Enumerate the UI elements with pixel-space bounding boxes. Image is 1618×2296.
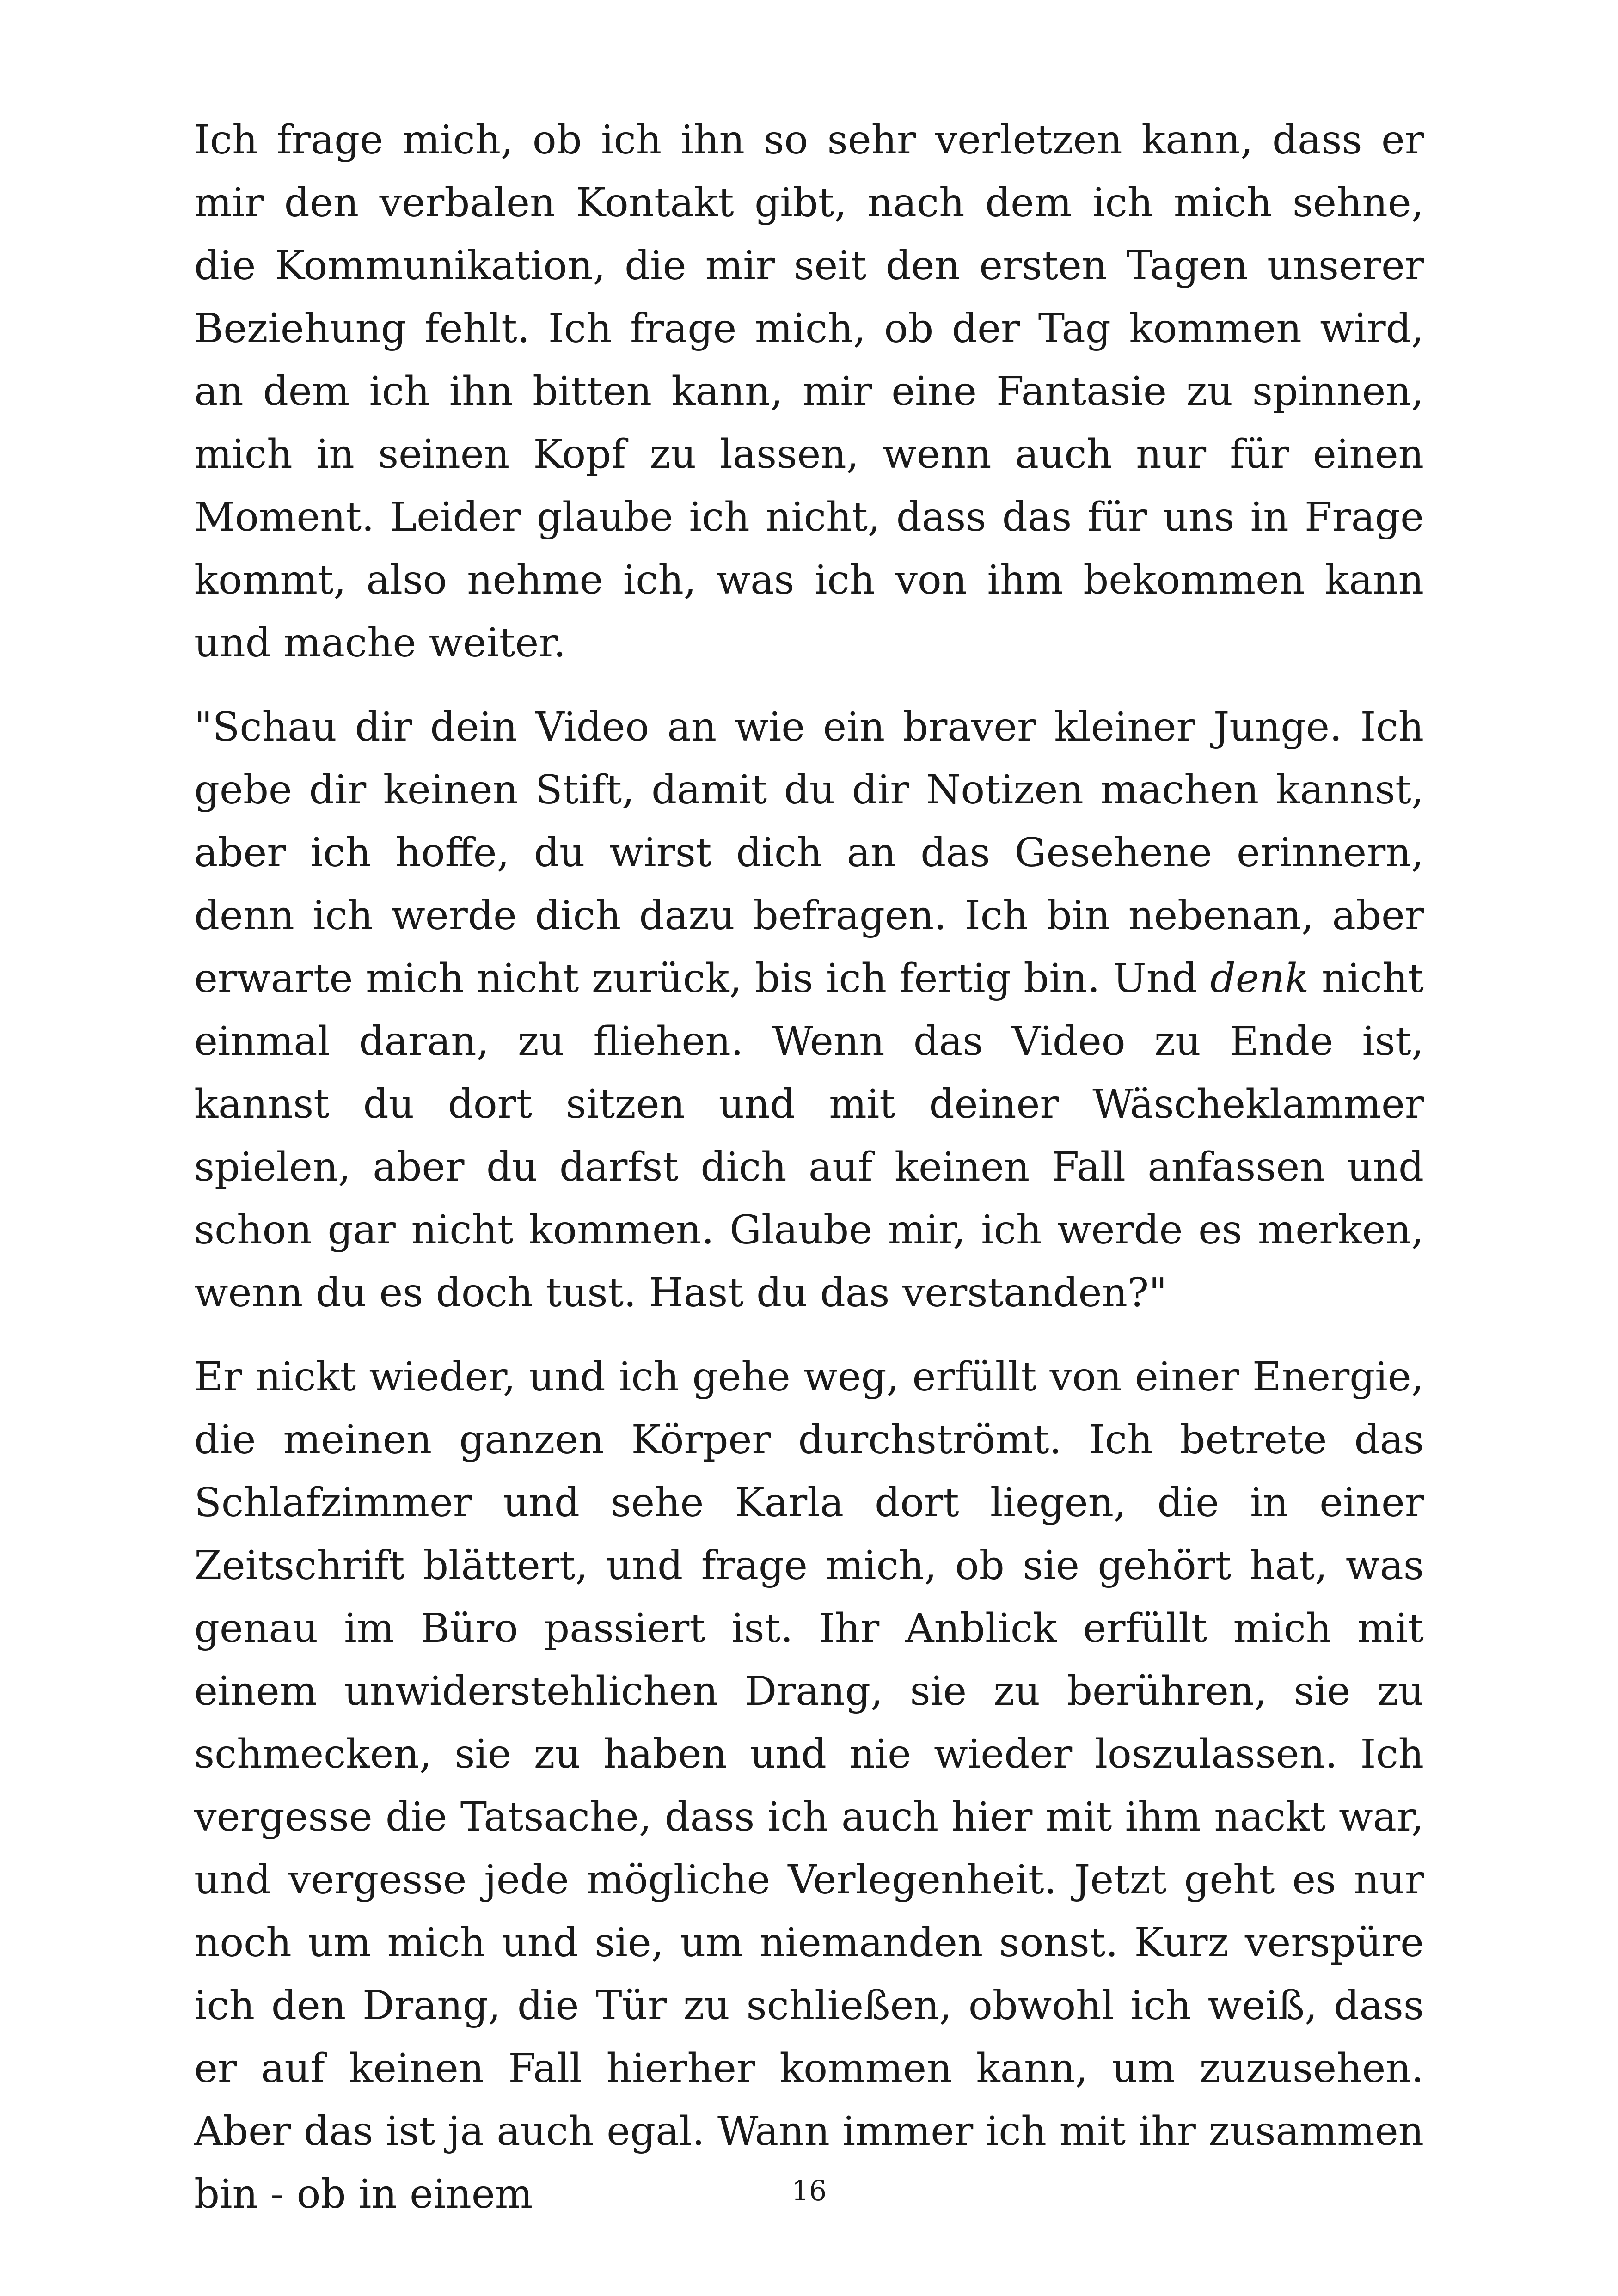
paragraph-2-emphasis: denk — [1210, 955, 1309, 1002]
paragraph-2 — [194, 696, 1424, 1324]
paragraph-2-text-before: "Schau dir dein Video an wie ein braver kleiner Junge. Ich gebe dir keinen Stift, damit du dir Notizen machen kannst, aber ich hoffe, du wirst dich an das Gesehene erinnern, denn ich werde dich dazu befragen. Ich bin nebenan, aber erwarte mich nicht zurück, bis ich fertig bin. Und — [194, 704, 1424, 1002]
paragraph-2-text-after: nicht einmal daran, zu fliehen. Wenn das Video zu Ende ist, kannst du dort sitzen und mit deiner Wäscheklammer spielen, aber du darfst dich auf keinen Fall anfassen und schon gar nicht kommen. Glaube mir, ich werde es merken, wenn du es doch tust. Hast du das verstanden?" — [194, 955, 1424, 1316]
page-number: 16 — [791, 2175, 827, 2207]
paragraph-1: Ich frage mich, ob ich ihn so sehr verletzen kann, dass er mir den verbalen Kontakt gibt, nach dem ich mich sehne, die Kommunikation, die mir seit den ersten Tagen unserer Beziehung fehlt. Ich frage mich, ob der Tag kommen wird, an dem ich ihn bitten kann, mir eine Fantasie zu spinnen, mich in seinen Kopf zu lassen, wenn auch nur für einen Moment. Leider glaube ich nicht, dass das für uns in Frage kommt, also nehme ich, was ich von ihm bekommen kann und mache weiter. — [194, 117, 1424, 666]
paragraph-3: Er nickt wieder, und ich gehe weg, erfüllt von einer Energie, die meinen ganzen Körper durchströmt. Ich betrete das Schlafzimmer und sehe Karla dort liegen, die in einer Zeitschrift blättert, und frage mich, ob sie gehört hat, was genau im Büro passiert ist. Ihr Anblick erfüllt mich mit einem unwiderstehlichen Drang, sie zu berühren, sie zu schmecken, sie zu haben und nie wieder loszulassen. Ich vergesse die Tatsache, dass ich auch hier mit ihm nackt war, und vergesse jede mögliche Verlegenheit. Jetzt geht es nur noch um mich und sie, um niemanden sonst. Kurz verspüre ich den Drang, die Tür zu schließen, obwohl ich weiß, dass er auf keinen Fall hierher kommen kann, um zuzusehen. Aber das ist ja auch egal. Wann immer ich mit ihr zusammen bin - ob in einem — [194, 1354, 1424, 2217]
body-text — [194, 109, 1424, 2247]
